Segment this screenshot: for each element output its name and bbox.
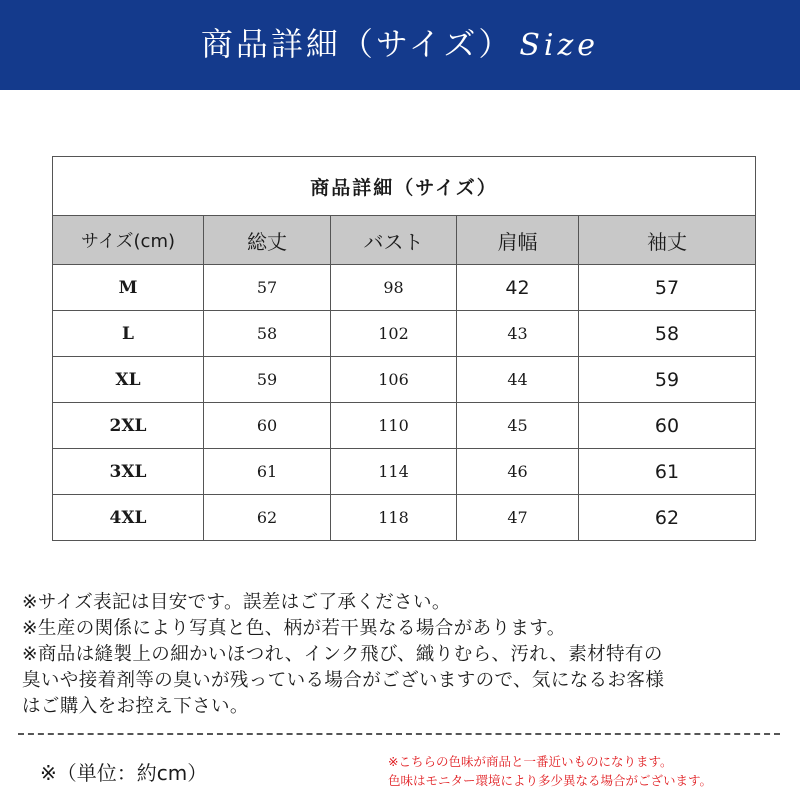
cell-bust: 102 xyxy=(331,311,457,357)
cell-shoulder: 45 xyxy=(457,403,579,449)
table-row xyxy=(53,357,756,403)
size-table xyxy=(52,156,756,541)
dashed-divider xyxy=(18,733,780,735)
table-row xyxy=(53,495,756,541)
cell-bust: 98 xyxy=(331,265,457,311)
cell-shoulder: 44 xyxy=(457,357,579,403)
cell-shoulder: 43 xyxy=(457,311,579,357)
header-length: 総丈 xyxy=(204,216,331,265)
color-note-line: 色味はモニター環境により多少異なる場合がございます。 xyxy=(388,773,713,788)
cell-size: 2XL xyxy=(53,403,204,449)
table-row xyxy=(53,403,756,449)
table-row xyxy=(53,311,756,357)
color-note-line: ※こちらの色味が商品と一番近いものになります。 xyxy=(388,754,673,769)
cell-bust: 118 xyxy=(331,495,457,541)
cell-sleeve: 59 xyxy=(579,357,756,403)
cell-size: XL xyxy=(53,357,204,403)
cell-sleeve: 58 xyxy=(579,311,756,357)
color-note xyxy=(388,752,712,790)
unit-note: ※（単位：約cm） xyxy=(40,761,208,785)
table-row xyxy=(53,449,756,495)
cell-bust: 106 xyxy=(331,357,457,403)
note-line: はご購入をお控え下さい。 xyxy=(22,696,249,717)
header-sleeve: 袖丈 xyxy=(579,216,756,265)
header-banner xyxy=(0,0,800,90)
note-line: ※生産の関係により写真と色、柄が若干異なる場合があります。 xyxy=(22,618,566,639)
table-header-row xyxy=(53,216,756,265)
cell-sleeve: 60 xyxy=(579,403,756,449)
cell-length: 58 xyxy=(204,311,331,357)
note-line: ※商品は縫製上の細かいほつれ、インク飛び、織りむら、汚れ、素材特有の xyxy=(22,644,663,665)
cell-size: 3XL xyxy=(53,449,204,495)
cell-length: 59 xyxy=(204,357,331,403)
notes xyxy=(22,590,792,720)
header-shoulder: 肩幅 xyxy=(457,216,579,265)
cell-shoulder: 42 xyxy=(457,265,579,311)
table-row xyxy=(53,265,756,311)
banner-title xyxy=(0,22,800,68)
cell-sleeve: 57 xyxy=(579,265,756,311)
cell-length: 60 xyxy=(204,403,331,449)
cell-length: 62 xyxy=(204,495,331,541)
table-caption: 商品詳細（サイズ） xyxy=(53,157,756,216)
note-line: 臭いや接着剤等の臭いが残っている場合がございますので、気になるお客様 xyxy=(22,670,665,691)
cell-size: 4XL xyxy=(53,495,204,541)
cell-size: L xyxy=(53,311,204,357)
cell-bust: 114 xyxy=(331,449,457,495)
cell-shoulder: 46 xyxy=(457,449,579,495)
header-size: サイズ(cm) xyxy=(53,216,204,265)
cell-sleeve: 61 xyxy=(579,449,756,495)
header-bust: バスト xyxy=(331,216,457,265)
cell-length: 61 xyxy=(204,449,331,495)
cell-length: 57 xyxy=(204,265,331,311)
cell-bust: 110 xyxy=(331,403,457,449)
cell-size: M xyxy=(53,265,204,311)
cell-shoulder: 47 xyxy=(457,495,579,541)
note-line: ※サイズ表記は目安です。誤差はご了承ください。 xyxy=(22,592,451,613)
cell-sleeve: 62 xyxy=(579,495,756,541)
banner-deco-text: Size xyxy=(519,28,600,63)
banner-title-text: 商品詳細（サイズ） xyxy=(200,25,514,63)
